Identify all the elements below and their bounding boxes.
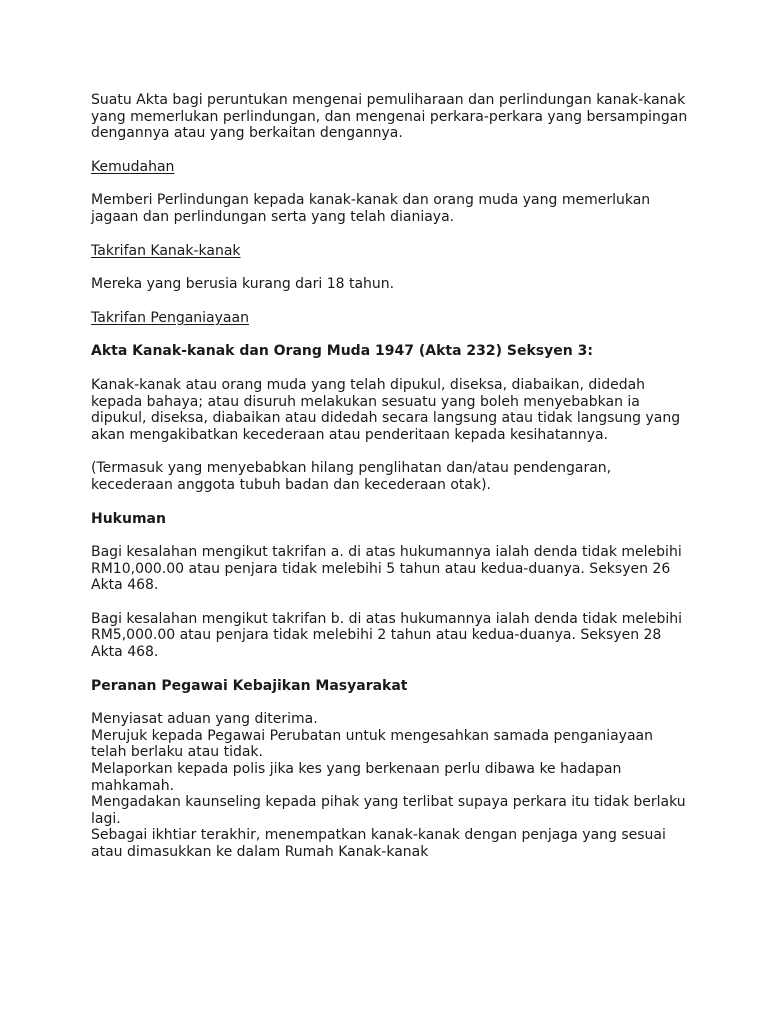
- list-item: Menyiasat aduan yang diterima.: [91, 711, 318, 728]
- penganiayaan-note: (Termasuk yang menyebabkan hilang penglihatan dan/atau pendengaran, kecederaan anggota tubuh badan dan kecederaan otak).: [91, 460, 612, 493]
- list-item: Sebagai ikhtiar terakhir, menempatkan kanak-kanak dengan penjaga yang sesuai atau dimasukkan ke dalam Rumah Kanak-kanak: [91, 827, 666, 860]
- heading-kemudahan: Kemudahan: [91, 158, 175, 175]
- intro-paragraph: Suatu Akta bagi peruntukan mengenai pemuliharaan dan perlindungan kanak-kanak yang memerlukan perlindungan, dan mengenai perkara-perkara yang bersampingan dengannya atau yang berkaitan dengannya.: [91, 92, 688, 142]
- heading-takrifan-kanak: Takrifan Kanak-kanak: [91, 242, 241, 259]
- takrifan-kanak-text: Mereka yang berusia kurang dari 18 tahun.: [91, 276, 395, 293]
- subheading-akta: Akta Kanak-kanak dan Orang Muda 1947 (Akta 232) Seksyen 3:: [91, 343, 593, 360]
- hukuman-para-b: Bagi kesalahan mengikut takrifan b. di atas hukumannya ialah denda tidak melebihi RM5,000.00 atau penjara tidak melebihi 2 tahun atau kedua-duanya. Seksyen 28 Akta 468.: [91, 610, 683, 661]
- penganiayaan-text: Kanak-kanak atau orang muda yang telah dipukul, diseksa, diabaikan, didedah kepada bahaya; atau disuruh melakukan sesuatu yang boleh menyebabkan ia dipukul, diseksa, diabaikan atau didedah secara langsung atau tidak langsung yang akan mengakibatkan kecederaan atau penderitaan kepada kesihatannya.: [91, 376, 681, 443]
- list-item: Merujuk kepada Pegawai Perubatan untuk mengesahkan samada penganiayaan telah berlaku atau tidak.: [91, 727, 653, 761]
- heading-hukuman: Hukuman: [91, 510, 166, 527]
- peranan-list: [91, 711, 688, 860]
- kemudahan-text: Memberi Perlindungan kepada kanak-kanak dan orang muda yang memerlukan jagaan dan perlindungan serta yang telah dianiaya.: [91, 192, 651, 225]
- list-item: Mengadakan kaunseling kepada pihak yang terlibat supaya perkara itu tidak berlaku lagi.: [91, 794, 686, 827]
- heading-peranan: Peranan Pegawai Kebajikan Masyarakat: [91, 677, 408, 694]
- list-item: Melaporkan kepada polis jika kes yang berkenaan perlu dibawa ke hadapan mahkamah.: [91, 761, 622, 794]
- hukuman-para-a: Bagi kesalahan mengikut takrifan a. di atas hukumannya ialah denda tidak melebihi RM10,000.00 atau penjara tidak melebihi 5 tahun atau kedua-duanya. Seksyen 26 Akta 468.: [91, 544, 682, 594]
- heading-takrifan-penganiayaan: Takrifan Penganiayaan: [91, 309, 249, 326]
